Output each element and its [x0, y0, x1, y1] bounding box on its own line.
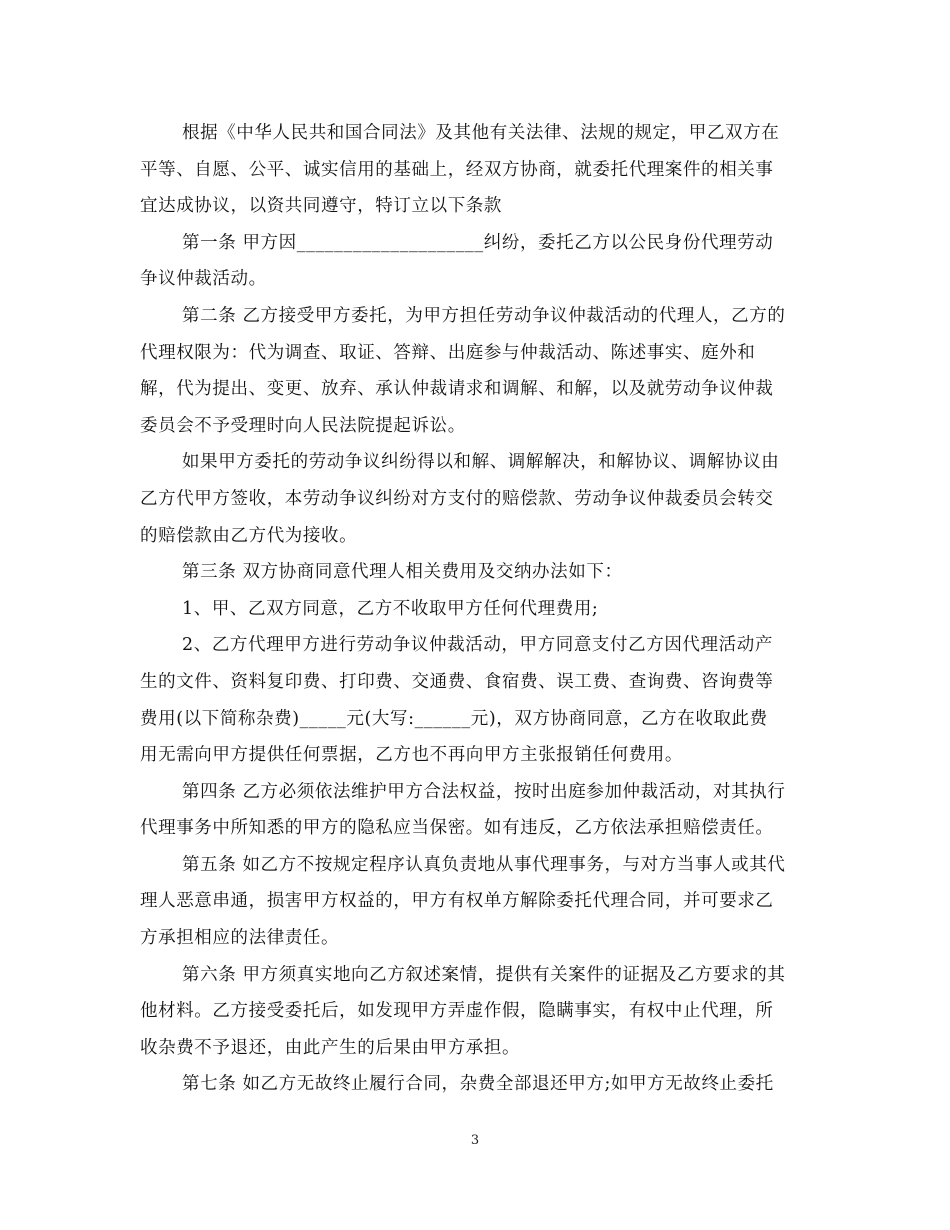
- article-3-paragraph: [140, 554, 810, 591]
- article-6-paragraph: [140, 957, 810, 1067]
- article-3-item-1: [140, 591, 810, 628]
- text-line: 宜达成协议，以资共同遵守，特订立以下条款: [140, 196, 502, 217]
- article-5-paragraph: [140, 847, 810, 957]
- document-body: [140, 115, 810, 1103]
- text-line: 的赔偿款由乙方代为接收。: [140, 525, 358, 546]
- text-line: 1、甲、乙双方同意，乙方不收取甲方任何代理费用;: [182, 598, 599, 619]
- page-number: 3: [470, 1133, 480, 1148]
- text-line: 第三条 双方协商同意代理人相关费用及交纳办法如下：: [182, 562, 623, 583]
- text-line: 乙方代甲方签收，本劳动争议纠纷对方支付的赔偿款、劳动争议仲裁委员会转交: [140, 488, 774, 509]
- text-line: 第二条 乙方接受甲方委托，为甲方担任劳动争议仲裁活动的代理人，乙方的: [182, 305, 786, 326]
- text-line: 代理权限为：代为调查、取证、答辩、出庭参与仲裁活动、陈述事实、庭外和: [140, 342, 756, 363]
- text-line: 第五条 如乙方不按规定程序认真负责地从事代理事务，与对方当事人或其代: [182, 854, 786, 875]
- article-7-paragraph: [140, 1066, 810, 1103]
- article-3-item-2: [140, 627, 810, 773]
- text-line: 委员会不予受理时向人民法院提起诉讼。: [140, 415, 466, 436]
- article-1-paragraph: [140, 225, 810, 298]
- article-2-settlement-paragraph: [140, 444, 810, 554]
- text-line: 第四条 乙方必须依法维护甲方合法权益，按时出庭参加仲裁活动，对其执行: [182, 781, 786, 802]
- text-line: 他材料。乙方接受委托后，如发现甲方弄虚作假，隐瞒事实，有权中止代理，所: [140, 1001, 774, 1022]
- article-4-paragraph: [140, 774, 810, 847]
- text-line: 代理事务中所知悉的甲方的隐私应当保密。如有违反，乙方依法承担赔偿责任。: [140, 818, 774, 839]
- text-line: 平等、自愿、公平、诚实信用的基础上，经双方协商，就委托代理案件的相关事: [140, 159, 774, 180]
- text-line: 收杂费不予退还，由此产生的后果由甲方承担。: [140, 1037, 521, 1058]
- text-line: 方承担相应的法律责任。: [140, 928, 340, 949]
- text-line: 理人恶意串通，损害甲方权益的，甲方有权单方解除委托代理合同，并可要求乙: [140, 891, 774, 912]
- text-line: 第一条 甲方因____________________纠纷，委托乙方以公民身份代理劳动: [182, 232, 774, 253]
- text-line: 第六条 甲方须真实地向乙方叙述案情，提供有关案件的证据及乙方要求的其: [182, 964, 786, 985]
- text-line: 第七条 如乙方无故终止履行合同，杂费全部退还甲方;如甲方无故终止委托: [182, 1074, 774, 1095]
- text-line: 解，代为提出、变更、放弃、承认仲裁请求和调解、和解，以及就劳动争议仲裁: [140, 379, 774, 400]
- text-line: 用无需向甲方提供任何票据，乙方也不再向甲方主张报销任何费用。: [140, 745, 683, 766]
- text-line: 根据《中华人民共和国合同法》及其他有关法律、法规的规定，甲乙双方在: [182, 123, 780, 143]
- text-line: 费用(以下简称杂费)_____元(大写:______元)，双方协商同意，乙方在收取此费: [140, 708, 768, 729]
- text-line: 如果甲方委托的劳动争议纠纷得以和解、调解解决，和解协议、调解协议由: [182, 452, 780, 473]
- text-line: 生的文件、资料复印费、打印费、交通费、食宿费、误工费、查询费、咨询费等: [140, 671, 774, 692]
- text-line: 争议仲裁活动。: [140, 269, 267, 290]
- text-line: 2、乙方代理甲方进行劳动争议仲裁活动，甲方同意支付乙方因代理活动产: [182, 635, 773, 656]
- article-2-paragraph: [140, 298, 810, 444]
- intro-paragraph: [140, 115, 810, 225]
